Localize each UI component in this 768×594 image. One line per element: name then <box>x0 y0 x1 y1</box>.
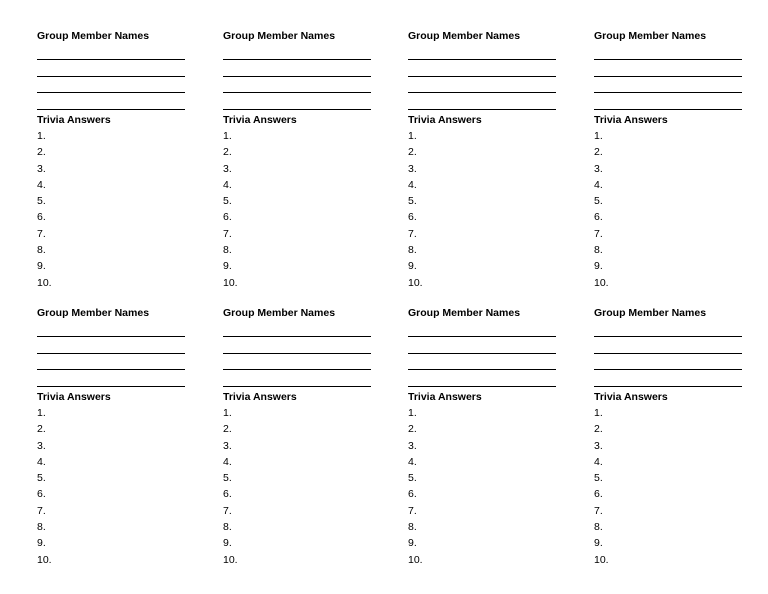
answer-card <box>37 28 185 291</box>
name-blank-line[interactable] <box>594 354 742 370</box>
answer-number: 8. <box>594 521 603 534</box>
group-member-names-heading: Group Member Names <box>223 307 336 319</box>
answer-card <box>37 305 185 568</box>
name-blank-line[interactable] <box>408 321 556 337</box>
answer-number: 4. <box>594 455 603 468</box>
answer-number: 1. <box>594 406 603 419</box>
answer-number: 3. <box>594 439 603 452</box>
answer-number: 9. <box>408 537 417 550</box>
name-blank-line[interactable] <box>37 321 185 337</box>
answer-number: 7. <box>408 227 417 240</box>
answer-number: 10. <box>37 276 52 289</box>
answer-number: 2. <box>594 146 603 159</box>
answer-number: 1. <box>223 129 232 142</box>
answer-number: 7. <box>37 227 46 240</box>
name-blank-line[interactable] <box>223 337 371 353</box>
answer-number: 5. <box>594 472 603 485</box>
answer-card <box>223 28 371 291</box>
answer-number: 4. <box>37 178 46 191</box>
answer-number: 6. <box>223 211 232 224</box>
answer-number: 7. <box>223 504 232 517</box>
name-blank-line[interactable] <box>37 44 185 60</box>
answer-number: 8. <box>408 244 417 257</box>
answer-number: 7. <box>594 227 603 240</box>
answer-number: 3. <box>594 162 603 175</box>
answer-number: 5. <box>223 195 232 208</box>
name-blank-line[interactable] <box>223 354 371 370</box>
answer-number: 5. <box>408 195 417 208</box>
answer-number: 5. <box>223 472 232 485</box>
answer-number: 2. <box>408 146 417 159</box>
answer-card <box>408 305 556 568</box>
answer-number: 1. <box>223 406 232 419</box>
name-blank-line[interactable] <box>408 337 556 353</box>
answer-number: 10. <box>594 553 609 566</box>
answer-number: 9. <box>594 537 603 550</box>
answer-number: 6. <box>37 211 46 224</box>
answer-number: 10. <box>594 276 609 289</box>
name-blank-line[interactable] <box>408 93 556 109</box>
answer-card <box>223 305 371 568</box>
answer-number: 10. <box>223 553 238 566</box>
name-blank-line[interactable] <box>408 77 556 93</box>
trivia-answers-heading: Trivia Answers <box>37 113 111 126</box>
answer-number: 5. <box>37 472 46 485</box>
answer-number: 7. <box>594 504 603 517</box>
name-blank-line[interactable] <box>37 354 185 370</box>
answer-number: 2. <box>223 146 232 159</box>
answer-number: 1. <box>37 406 46 419</box>
answer-number: 8. <box>223 521 232 534</box>
name-blank-line[interactable] <box>37 60 185 76</box>
trivia-answers-heading: Trivia Answers <box>223 390 297 403</box>
answer-number: 4. <box>37 455 46 468</box>
answer-number: 3. <box>408 162 417 175</box>
name-blank-line[interactable] <box>594 370 742 386</box>
name-blank-line[interactable] <box>223 60 371 76</box>
answer-number: 9. <box>223 260 232 273</box>
trivia-answers-heading: Trivia Answers <box>408 113 482 126</box>
name-blank-line[interactable] <box>594 77 742 93</box>
name-blank-line[interactable] <box>594 60 742 76</box>
answer-number: 5. <box>594 195 603 208</box>
answer-number: 2. <box>37 146 46 159</box>
answer-number: 4. <box>408 178 417 191</box>
answer-number: 9. <box>37 537 46 550</box>
answer-number: 8. <box>37 244 46 257</box>
name-blank-line[interactable] <box>594 321 742 337</box>
trivia-answers-heading: Trivia Answers <box>594 113 668 126</box>
name-blank-line[interactable] <box>594 337 742 353</box>
answer-number: 9. <box>223 537 232 550</box>
answer-number: 3. <box>37 162 46 175</box>
answer-number: 1. <box>408 129 417 142</box>
answer-number: 1. <box>408 406 417 419</box>
group-member-names-heading: Group Member Names <box>594 307 707 319</box>
answer-number: 4. <box>594 178 603 191</box>
name-blank-line[interactable] <box>223 370 371 386</box>
trivia-answers-heading: Trivia Answers <box>594 390 668 403</box>
answer-number: 7. <box>223 227 232 240</box>
answer-number: 3. <box>408 439 417 452</box>
answer-number: 3. <box>223 162 232 175</box>
answer-number: 3. <box>37 439 46 452</box>
answer-card <box>594 28 742 291</box>
answer-number: 5. <box>408 472 417 485</box>
answer-number: 2. <box>594 423 603 436</box>
name-blank-line[interactable] <box>223 77 371 93</box>
answer-number: 10. <box>223 276 238 289</box>
name-blank-line[interactable] <box>223 44 371 60</box>
group-member-names-heading: Group Member Names <box>37 30 150 42</box>
trivia-answers-heading: Trivia Answers <box>37 390 111 403</box>
answer-number: 6. <box>37 488 46 501</box>
group-member-names-heading: Group Member Names <box>408 307 521 319</box>
name-blank-line[interactable] <box>223 93 371 109</box>
answer-number: 8. <box>37 521 46 534</box>
answer-number: 4. <box>223 178 232 191</box>
answer-number: 8. <box>594 244 603 257</box>
name-blank-line[interactable] <box>408 354 556 370</box>
name-blank-line[interactable] <box>594 44 742 60</box>
answer-number: 6. <box>594 488 603 501</box>
answer-number: 2. <box>223 423 232 436</box>
name-blank-line[interactable] <box>37 370 185 386</box>
name-blank-line[interactable] <box>408 60 556 76</box>
name-blank-line[interactable] <box>594 93 742 109</box>
trivia-answers-heading: Trivia Answers <box>408 390 482 403</box>
name-blank-line[interactable] <box>408 44 556 60</box>
answer-number: 10. <box>408 276 423 289</box>
group-member-names-heading: Group Member Names <box>223 30 336 42</box>
name-blank-line[interactable] <box>37 77 185 93</box>
answer-number: 2. <box>408 423 417 436</box>
answer-number: 1. <box>594 129 603 142</box>
group-member-names-heading: Group Member Names <box>594 30 707 42</box>
name-blank-line[interactable] <box>223 321 371 337</box>
answer-number: 9. <box>594 260 603 273</box>
answer-card <box>594 305 742 568</box>
answer-number: 9. <box>37 260 46 273</box>
answer-card <box>408 28 556 291</box>
answer-number: 4. <box>223 455 232 468</box>
answer-number: 5. <box>37 195 46 208</box>
answer-number: 9. <box>408 260 417 273</box>
answer-number: 1. <box>37 129 46 142</box>
answer-number: 3. <box>223 439 232 452</box>
answer-number: 7. <box>408 504 417 517</box>
answer-number: 6. <box>408 488 417 501</box>
answer-number: 10. <box>37 553 52 566</box>
name-blank-line[interactable] <box>408 370 556 386</box>
answer-number: 2. <box>37 423 46 436</box>
name-blank-line[interactable] <box>37 93 185 109</box>
group-member-names-heading: Group Member Names <box>37 307 150 319</box>
answer-number: 6. <box>594 211 603 224</box>
answer-number: 4. <box>408 455 417 468</box>
answer-number: 6. <box>223 488 232 501</box>
name-blank-line[interactable] <box>37 337 185 353</box>
trivia-answers-heading: Trivia Answers <box>223 113 297 126</box>
answer-number: 6. <box>408 211 417 224</box>
answer-number: 8. <box>408 521 417 534</box>
answer-number: 7. <box>37 504 46 517</box>
answer-number: 8. <box>223 244 232 257</box>
group-member-names-heading: Group Member Names <box>408 30 521 42</box>
answer-number: 10. <box>408 553 423 566</box>
